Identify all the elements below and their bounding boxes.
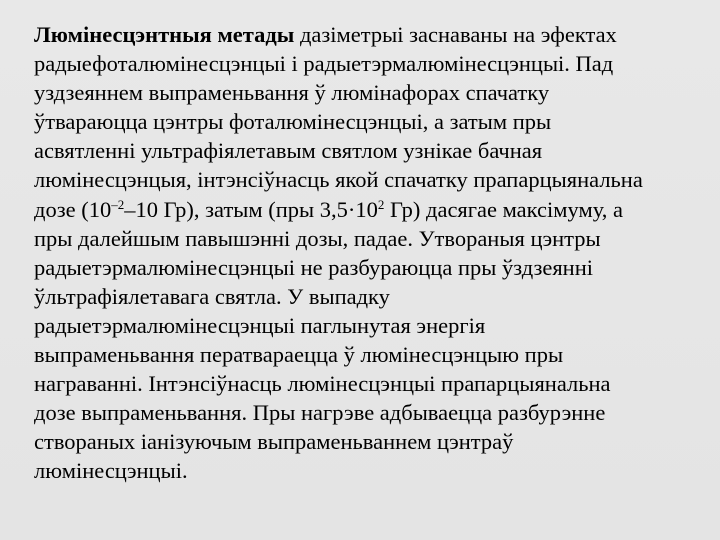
text-line-1 bbox=[34, 20, 698, 49]
text-line-11: радыетэрмалюмінесцэнцыі паглынутая энергія bbox=[34, 312, 486, 338]
superscript-exponent-2: 2 bbox=[377, 196, 385, 212]
text-line-7-pre: дозе (10 bbox=[34, 196, 112, 222]
text-line-16: люмінесцэнцыі. bbox=[34, 458, 188, 484]
text-line-7 bbox=[34, 195, 698, 224]
text-line-15: створаных іанізуючым выпраменьваннем цэнтраў bbox=[34, 429, 514, 455]
text-line-10: ўльтрафіялетавага святла. У выпадку bbox=[34, 283, 390, 309]
text-line-13: награванні. Інтэнсіўнасць люмінесцэнцыі прапарцыянальна bbox=[34, 371, 611, 397]
body-paragraph bbox=[34, 20, 698, 486]
superscript-exponent-1: –2 bbox=[111, 196, 125, 212]
text-line-12: выпраменьвання ператвараецца ў люмінесцэнцыю пры bbox=[34, 342, 564, 368]
text-line-7-mid: –10 Гр), затым (пры 3,5·10 bbox=[124, 196, 378, 222]
text-line-4: ўтвараюцца цэнтры фоталюмінесцэнцыі, а затым пры bbox=[34, 109, 552, 135]
text-line-5: асвятленні ультрафіялетавым святлом узнікае бачная bbox=[34, 138, 543, 164]
text-line-1-rest: дазіметрыі заснаваны на эфектах bbox=[294, 22, 617, 47]
text-line-3: уздзеяннем выпраменьвання ў люмінафорах спачатку bbox=[34, 80, 550, 106]
text-line-6: люмінесцэнцыя, інтэнсіўнасць якой спачатку прапарцыянальна bbox=[34, 167, 643, 193]
text-line-2: радыефоталюмінесцэнцыі і радыетэрмалюмінесцэнцыі. Пад bbox=[34, 51, 614, 77]
bold-term: Люмінесцэнтныя метады bbox=[34, 22, 295, 47]
text-line-9: радыетэрмалюмінесцэнцыі не разбураюцца пры ўздзеянні bbox=[34, 254, 593, 280]
text-line-14: дозе выпраменьвання. Пры нагрэве адбываецца разбурэнне bbox=[34, 400, 606, 426]
text-line-8: пры далейшым павышэнні дозы, падае. Утвораныя цэнтры bbox=[34, 225, 601, 251]
text-line-7-post: Гр) дасягае максімуму, а bbox=[384, 196, 623, 222]
